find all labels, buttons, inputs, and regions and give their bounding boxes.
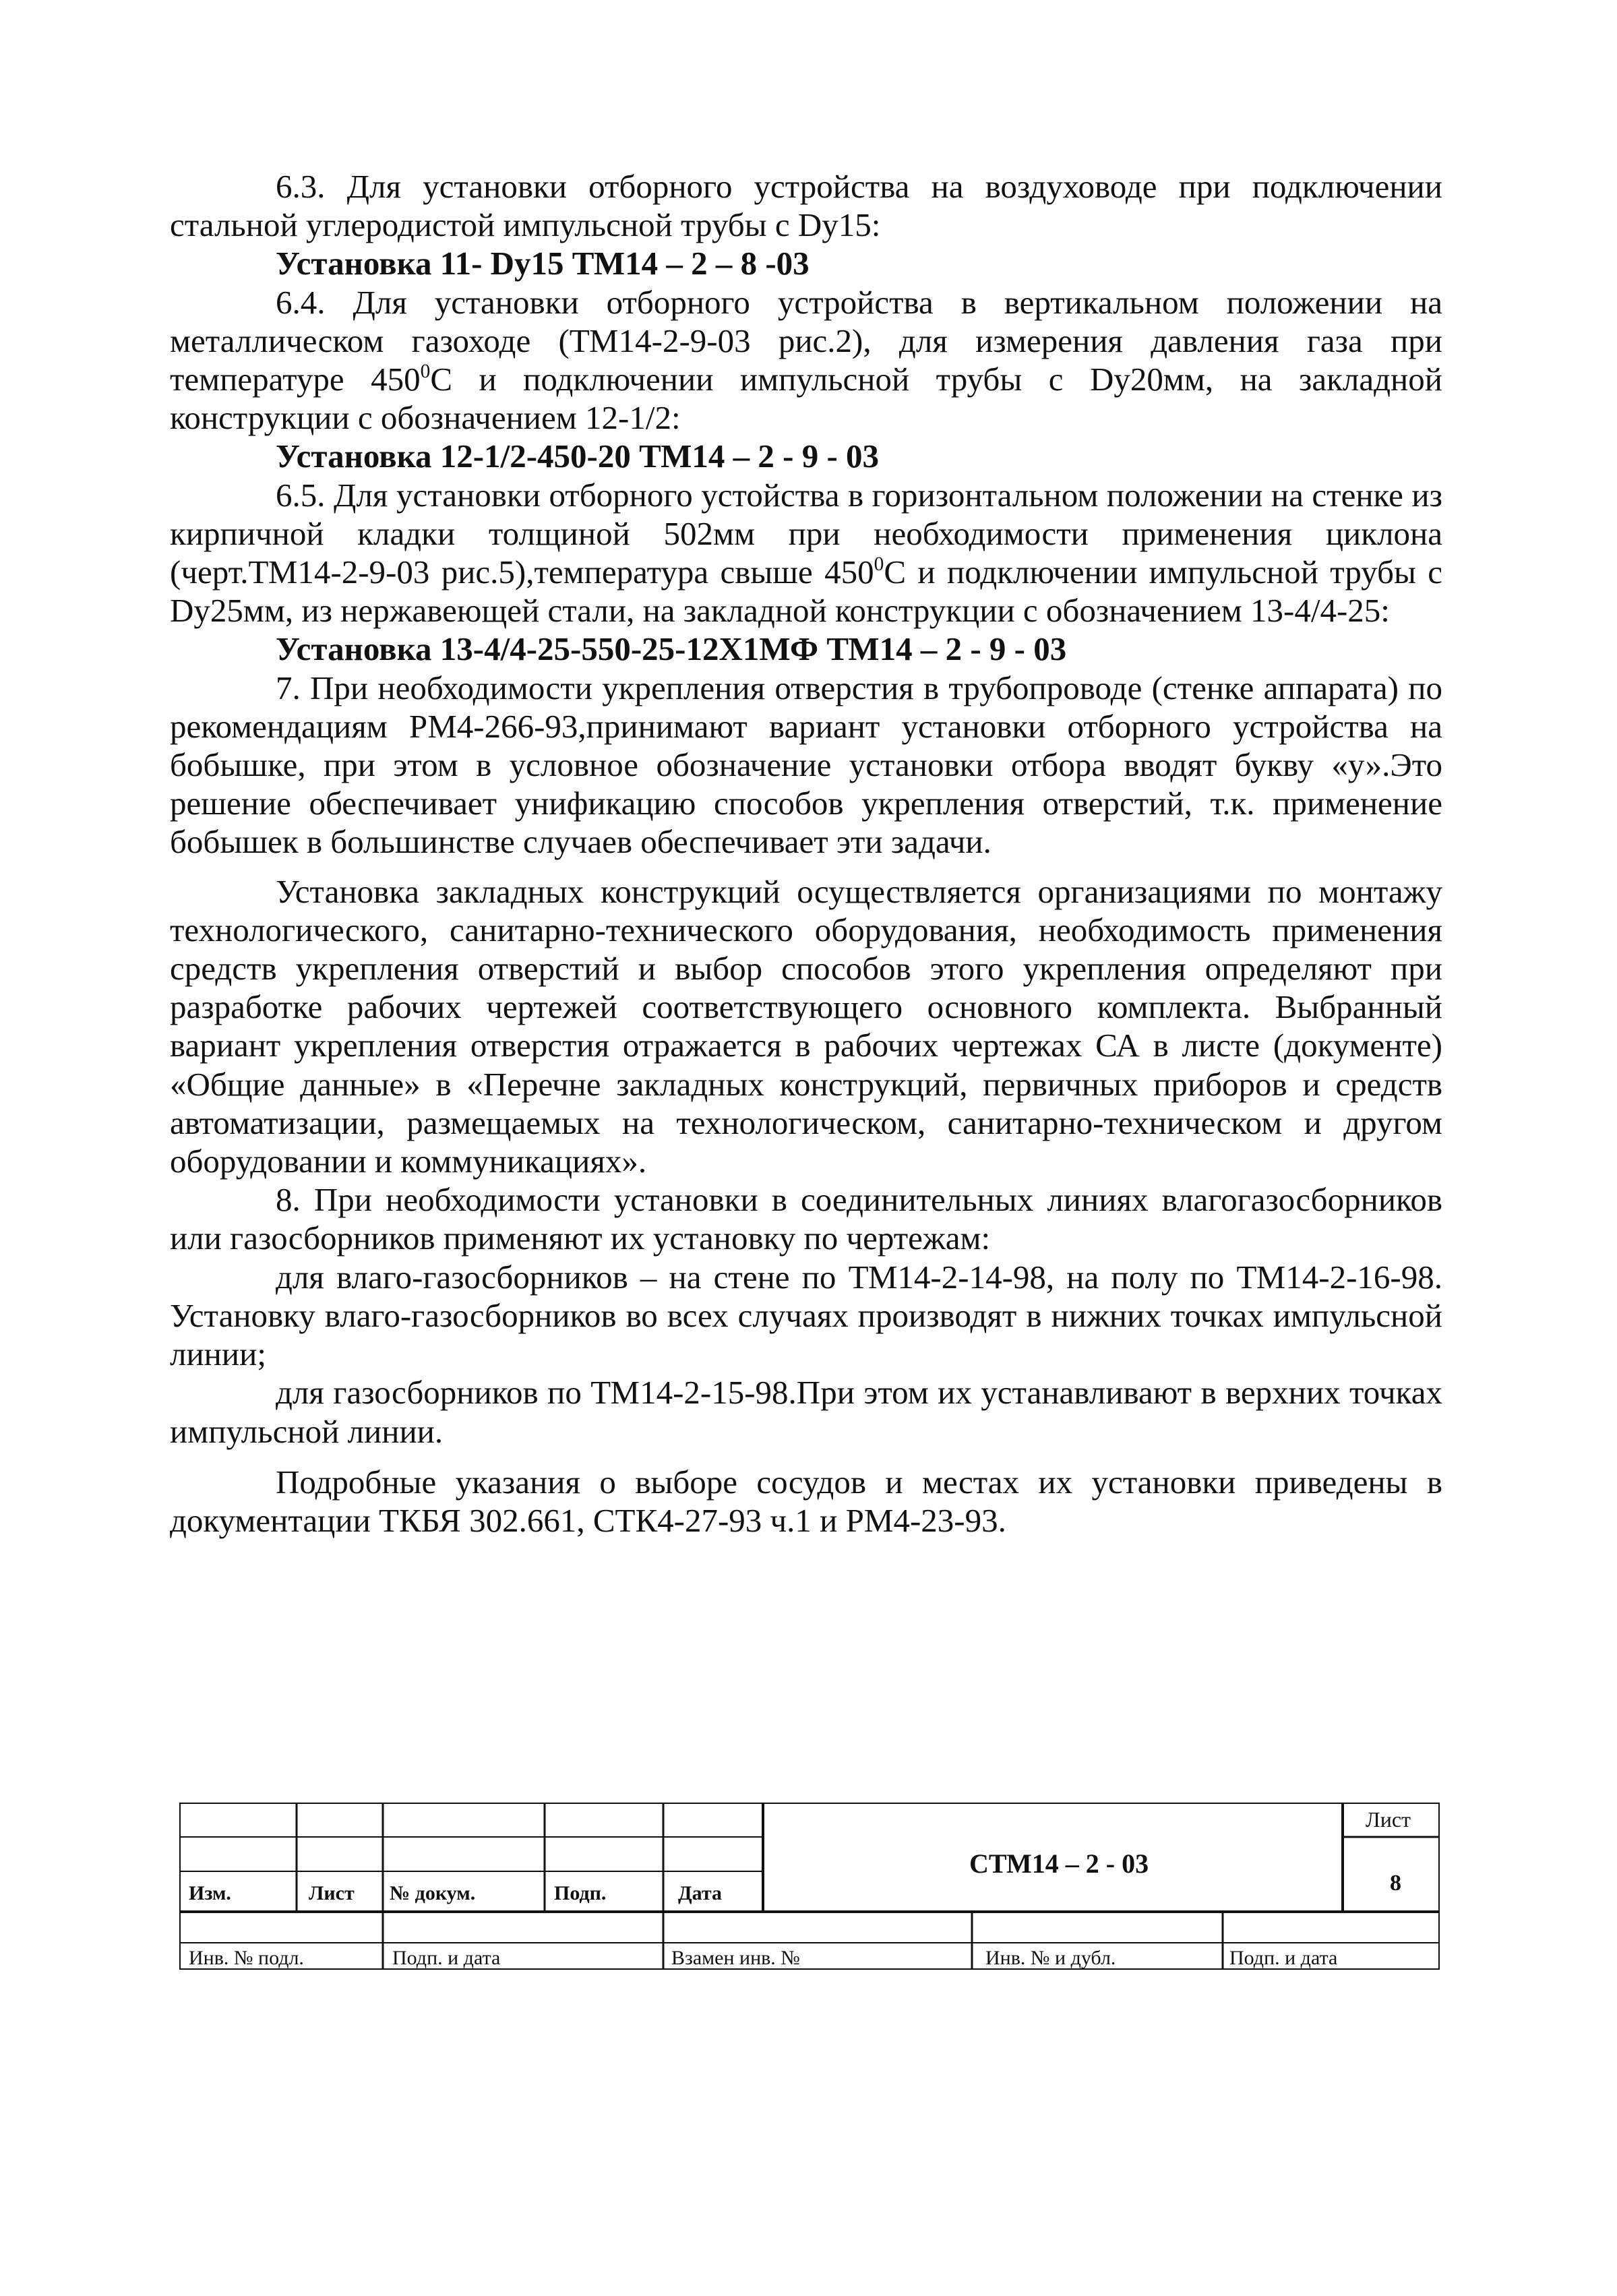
- degree-sign: 0: [874, 553, 884, 575]
- paragraph-6-4: 6.4. Для установки отборного устройства в вертикальном положении на металлическом газоходе (ТМ14-2-9-03 рис.2), для измерения давления газа при температуре $450^0С$ и подключении импульсной трубы с Dy20мм, на закладной конструкции с обозначением 12-1/2:: [170, 283, 1442, 437]
- drawing-title-block: [179, 1803, 1440, 1973]
- paragraph-gas-collectors: для газосборников по ТМ14-2-15-98.При этом их устанавливают в верхних точках импульсной линии.: [170, 1374, 1442, 1450]
- inv-number-original: Инв. № подл.: [189, 1947, 304, 1969]
- installation-code-13: Установка 13-4/4-25-550-25-12Х1МФ ТМ14 – 2 - 9 - 03: [276, 630, 1067, 668]
- paragraph-6-3: 6.3. Для установки отборного устройства на воздуховоде при подключении стальной углеродистой импульсной трубы с Dy15:: [170, 168, 1442, 244]
- paragraph-embedded-structures: Установка закладных конструкций осуществляется организациями по монтажу технологического, санитарно-технического оборудования, необходимость применения средств укрепления отверстий и выбор способов этого укрепления определяют при разработке рабочих чертежей соответствующего основного комплекта. Выбранный вариант укрепления отверстия отражается в рабочих чертежах СА в листе (документе) «Общие данные» в «Перечне закладных конструкций, первичных приборов и средств автоматизации, размещаемых на технологическом, санитарно-техническом и другом оборудовании и коммуникациях».: [170, 872, 1442, 1180]
- paragraph-detailed-instructions: Подробные указания о выборе сосудов и местах их установки приведены в документации ТКБЯ 302.661, СТК4-27-93 ч.1 и РМ4-23-93.: [170, 1463, 1442, 1539]
- sheet-number: 8: [1390, 1871, 1401, 1896]
- column-doc-number: № докум.: [390, 1882, 476, 1904]
- document-designation: СТМ14 – 2 - 03: [969, 1848, 1149, 1879]
- paragraph-6-5: 6.5. Для установки отборного устойства в горизонтальном положении на стенке из кирпичной кладки толщиной 502мм при необходимости применения циклона (черт.ТМ14-2-9-03 рис.5),температура свыше $450^0С$ и подключении импульсной трубы с Dy25мм, из нержавеющей стали, на закладной конструкции с обозначением 13-4/4-25:: [170, 476, 1442, 630]
- installation-code-12: Установка 12-1/2-450-20 ТМ14 – 2 - 9 - 03: [276, 437, 880, 475]
- degree-sign: 0: [420, 360, 431, 382]
- column-signature: Подп.: [554, 1882, 607, 1904]
- title-block-grid: [179, 1803, 1440, 1970]
- inv-number-duplicate: Инв. № и дубл.: [985, 1947, 1116, 1969]
- installation-code-11: Установка 11- Dy15 ТМ14 – 2 – 8 -03: [276, 245, 810, 282]
- paragraph-moisture-gas-collectors: для влаго-газосборников – на стене по ТМ14-2-14-98, на полу по ТМ14-2-16-98. Установку влаго-газосборников во всех случаях производят в нижних точках импульсной линии;: [170, 1258, 1442, 1373]
- column-list: Лист: [309, 1882, 355, 1904]
- signature-and-date-1: Подп. и дата: [392, 1947, 501, 1969]
- document-body: [170, 167, 1442, 1540]
- signature-and-date-2: Подп. и дата: [1229, 1947, 1338, 1969]
- sheet-label: Лист: [1366, 1807, 1411, 1832]
- paragraph-7: 7. При необходимости укрепления отверстия в трубопроводе (стенке аппарата) по рекомендациям РМ4-266-93,принимают вариант установки отборного устройства на бобышке, при этом в условное обозначение установки отбора вводят букву «у».Это решение обеспечивает унификацию способов укрепления отверстий, т.к. применение бобышек в большинстве случаев обеспечивает эти задачи.: [170, 669, 1442, 861]
- replacement-inv-number: Взамен инв. №: [671, 1947, 800, 1969]
- column-date: Дата: [678, 1882, 722, 1904]
- paragraph-8: 8. При необходимости установки в соединительных линиях влагогазосборников или газосборников применяют их установку по чертежам:: [170, 1181, 1442, 1257]
- column-izm: Изм.: [189, 1882, 231, 1904]
